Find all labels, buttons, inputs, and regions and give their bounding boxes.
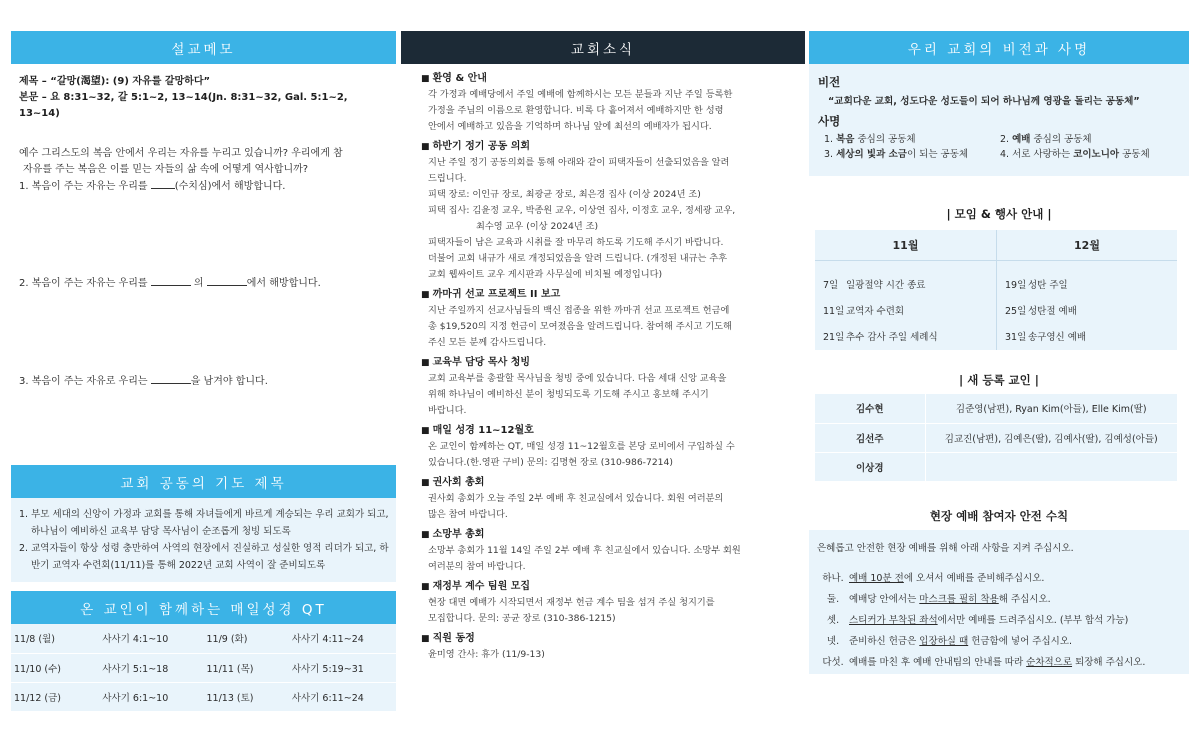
question-text: 의 [193, 278, 204, 289]
news-line: 모집합니다. 문의: 공균 장로 (310-386-1215) [428, 613, 616, 624]
sermon-intro-line: 자유를 주는 복음은 이를 믿는 자들의 삶 속에 어떻게 역사합니까? [23, 164, 309, 175]
question-2 [19, 275, 388, 292]
sermon-memo [11, 64, 396, 484]
qt-reading: 사사기 4:11~24 [260, 624, 396, 653]
church-news-header: 교회소식 [401, 31, 805, 64]
mission-item: 2. 예배 중심의 공동체 [1000, 134, 1092, 145]
safety-item: 둘. 예배당 안에서는 마스크를 필히 착용해 주십시오. [826, 593, 1051, 605]
question-3 [19, 373, 388, 390]
answer-blank [151, 275, 191, 286]
news-title: ■ 권사회 총회 [421, 475, 795, 491]
event-row: 25일 성탄절 예배 [1005, 306, 1077, 317]
right-column [809, 31, 1189, 674]
question-text: 에서 해방합니다. [246, 278, 321, 289]
sermon-intro-line: 예수 그리스도의 복음 안에서 우리는 자유를 누리고 있습니까? 우리에게 참 [19, 148, 343, 159]
church-news [401, 64, 805, 663]
prayer-header: 교회 공동의 기도 제목 [11, 465, 396, 498]
event-row: 21일 추수 감사 주일 세례식 [823, 332, 938, 343]
qt-date: 11/12 (금) [11, 682, 67, 711]
safety-item: 하나. 예배 10분 전에 오셔서 예배를 준비해주십시오. [822, 572, 1045, 584]
member-family: 김교진(남편), 김예은(딸), 김예사(딸), 김예성(아들) [925, 423, 1177, 452]
news-title: ■ 소망부 총회 [421, 527, 795, 543]
question-text: 3. 복음이 주는 자유로 우리는 [19, 376, 148, 387]
news-line: 더불어 교회 내규가 새로 개정되었음을 알려 드립니다. (개정된 내규는 추후 [428, 253, 728, 264]
news-line: 주신 모든 분께 감사드립니다. [428, 337, 547, 348]
member-family: 김준영(남편), Ryan Kim(아들), Elle Kim(딸) [925, 394, 1177, 423]
news-line: 권사회 총회가 오늘 주일 2부 예배 후 친교실에서 있습니다. 회원 여러분의 [428, 493, 724, 504]
qt-date: 11/8 (월) [11, 624, 67, 653]
member-name: 김수현 [815, 394, 925, 423]
prayer-list [11, 498, 396, 582]
mission-item: 3. 세상의 빛과 소금이 되는 공동체 [824, 149, 969, 160]
news-item [421, 475, 795, 523]
events-december [996, 230, 1177, 350]
news-line: 여러분의 참여 바랍니다. [428, 561, 526, 572]
table-row [815, 423, 1177, 452]
news-title: ■ 재정부 계수 팀원 모집 [421, 579, 795, 595]
news-line: 지난 주일까지 선교사님들의 백신 접종을 위한 까마귀 선교 프로젝트 헌금에 [428, 305, 730, 316]
events-title: | 모임 & 행사 안내 | [946, 207, 1052, 221]
news-item [421, 71, 795, 135]
qt-reading: 사사기 6:1~10 [67, 682, 203, 711]
qt-reading: 사사기 4:1~10 [67, 624, 203, 653]
news-title: ■ 까마귀 선교 프로젝트 II 보고 [421, 287, 795, 303]
month-heading: 11월 [815, 230, 996, 261]
members-title: | 새 등록 교인 | [959, 373, 1039, 387]
event-row: 31일 송구영신 예배 [1005, 332, 1087, 343]
mission-item: 1. 복음 중심의 공동체 [824, 134, 916, 145]
news-item [421, 631, 795, 663]
news-line: 드립니다. [428, 173, 467, 184]
question-text: 을 남겨야 합니다. [190, 376, 268, 387]
prayer-item: 1. 부모 세대의 신앙이 가정과 교회를 통해 자녀들에게 바르게 계승되는 우리 교회가 되고, 하나님이 예비하신 교육부 담당 목사님이 순조롭게 청빙 되도록 [19, 509, 389, 537]
news-title: ■ 하반기 정기 공동 의회 [421, 139, 795, 155]
event-row: 7일 일광절약 시간 종료 [823, 280, 926, 291]
safety-item: 다섯. 예배를 마친 후 예배 안내팀의 안내를 따라 순차적으로 퇴장해 주십시오. [822, 656, 1146, 668]
prayer-item: 2. 교역자들이 항상 성령 충만하여 사역의 현장에서 진실하고 성실한 영적 리더가 되고, 하반기 교역자 수련회(11/11)를 통해 2022년 교회 사역이 잘 준비되도록 [19, 543, 389, 571]
news-title: ■ 교육부 담당 목사 청빙 [421, 355, 795, 371]
news-line: 피택 집사: 김윤정 교우, 박종원 교우, 이상연 집사, 이정호 교우, 정세광 교우, [428, 205, 736, 216]
question-text: 1. 복음이 주는 자유는 우리를 [19, 181, 148, 192]
news-title: ■ 매일 성경 11~12월호 [421, 423, 795, 439]
events-table [815, 230, 1177, 350]
news-line: 윤미영 간사: 휴가 (11/9-13) [428, 649, 545, 660]
news-item [421, 423, 795, 471]
question-1 [19, 178, 388, 195]
news-item [421, 287, 795, 351]
vision-text: “교회다운 교회, 성도다운 성도들이 되어 하나님께 영광을 돌리는 공동체” [828, 96, 1140, 107]
news-item [421, 355, 795, 419]
news-line: 많은 참여 바랍니다. [428, 509, 508, 520]
qt-reading: 사사기 6:11~24 [260, 682, 396, 711]
member-family [925, 452, 1177, 481]
qt-date: 11/13 (토) [203, 682, 259, 711]
news-line: 가정을 주님의 이름으로 환영합니다. 비록 다 흩어져서 예배하지만 한 성령 [428, 105, 724, 116]
mission-list [818, 132, 1180, 162]
mission-item: 4. 서로 사랑하는 코이노니아 공동체 [1000, 149, 1150, 160]
mission-title: 사명 [818, 114, 841, 128]
month-heading: 12월 [997, 230, 1177, 261]
news-line: 현장 대면 예배가 시작되면서 재정부 헌금 계수 팀을 섬겨 주실 청지기를 [428, 597, 715, 608]
answer-blank [151, 373, 191, 384]
news-line: 피택 장로: 이인규 장로, 최광균 장로, 최은경 집사 (이상 2024년 조) [428, 189, 701, 200]
event-row: 19일 성탄 주일 [1005, 280, 1068, 291]
safety-item: 넷. 준비하신 헌금은 입장하실 때 헌금함에 넣어 주십시오. [826, 635, 1073, 647]
answer-blank [151, 178, 175, 189]
news-line: 있습니다.(한.영판 구비) 문의: 김명현 장로 (310-986-7214) [428, 457, 673, 468]
news-line: 바랍니다. [428, 405, 467, 416]
qt-reading: 사사기 5:19~31 [260, 653, 396, 682]
question-text: (수치심)에서 해방합니다. [174, 181, 286, 192]
news-line: 지난 주일 정기 공동의회를 통해 아래와 같이 피택자들이 선출되었음을 알려 [428, 157, 730, 168]
news-line: 온 교인이 함께하는 QT, 매일 성경 11~12월호를 본당 로비에서 구입하실 수 [428, 441, 735, 452]
qt-reading: 사사기 5:1~18 [67, 653, 203, 682]
table-row [11, 682, 396, 711]
news-line: 피택자들이 남은 교육과 시취를 잘 마무리 하도록 기도해 주시기 바랍니다. [428, 237, 724, 248]
news-title: ■ 환영 & 안내 [421, 71, 795, 87]
new-members-table [815, 394, 1177, 482]
safety-rules [809, 530, 1189, 674]
news-line: 위해 하나님이 예비하신 분이 청빙되도록 기도해 주시고 홍보해 주시기 [428, 389, 709, 400]
news-line: 각 가정과 예배당에서 주일 예배에 함께하시는 모든 분들과 지난 주일 등록한 [428, 89, 733, 100]
vision-mission [809, 64, 1189, 176]
news-line: 안에서 예배하고 있음을 기억하며 하나님 앞에 최선의 예배자가 됩시다. [428, 121, 712, 132]
events-november [815, 230, 996, 350]
answer-blank [207, 275, 247, 286]
table-row [11, 653, 396, 682]
safety-intro: 은혜롭고 안전한 현장 예배를 위해 아래 사항을 지켜 주십시오. [817, 542, 1074, 554]
news-line: 최수영 교우 (이상 2024년 조) [476, 221, 599, 232]
news-item [421, 579, 795, 627]
sermon-title: 제목 – “갈망(渴望): (9) 자유를 갈망하다” [19, 76, 211, 87]
member-name: 이상경 [815, 452, 925, 481]
qt-header: 온 교인이 함께하는 매일성경 QT [11, 591, 396, 624]
table-row [815, 452, 1177, 481]
table-row [11, 624, 396, 653]
sermon-intro [19, 146, 388, 178]
table-row [815, 394, 1177, 423]
qt-date: 11/10 (수) [11, 653, 67, 682]
safety-item: 셋. 스티커가 부착된 좌석에서만 예배를 드려주십시오. (부부 합석 가능) [826, 614, 1129, 626]
news-item [421, 527, 795, 575]
sermon-text: 본문 – 요 8:31~32, 갈 5:1~2, 13~14(Jn. 8:31~32, Gal. 5:1~2, 13~14) [19, 92, 348, 119]
middle-column [401, 31, 805, 667]
qt-table [11, 624, 396, 712]
event-row: 11일 교역자 수련회 [823, 306, 905, 317]
qt-section [11, 591, 396, 712]
qt-date: 11/9 (화) [203, 624, 259, 653]
news-line: 소망부 총회가 11월 14일 주일 2부 예배 후 친교실에서 있습니다. 소망부 회원 [428, 545, 741, 556]
news-line: 교회 교육부를 총괄할 목사님을 청빙 중에 있습니다. 다음 세대 신앙 교육을 [428, 373, 727, 384]
news-line: 총 $19,520의 지정 헌금이 모여졌음을 알려드립니다. 참여해 주시고 기도해 [428, 321, 732, 332]
vision-header: 우리 교회의 비전과 사명 [809, 31, 1189, 64]
news-title: ■ 직원 동정 [421, 631, 795, 647]
safety-title: 현장 예배 참여자 안전 수칙 [929, 508, 1069, 523]
news-line: 교회 웹싸이트 교우 게시판과 사무실에 비치될 예정입니다) [428, 269, 663, 280]
qt-date: 11/11 (목) [203, 653, 259, 682]
member-name: 김선주 [815, 423, 925, 452]
prayer-section [11, 465, 396, 582]
vision-title: 비전 [818, 75, 841, 89]
question-text: 2. 복음이 주는 자유는 우리를 [19, 278, 148, 289]
left-column [11, 31, 396, 704]
news-item [421, 139, 795, 283]
sermon-memo-header: 설교메모 [11, 31, 396, 64]
